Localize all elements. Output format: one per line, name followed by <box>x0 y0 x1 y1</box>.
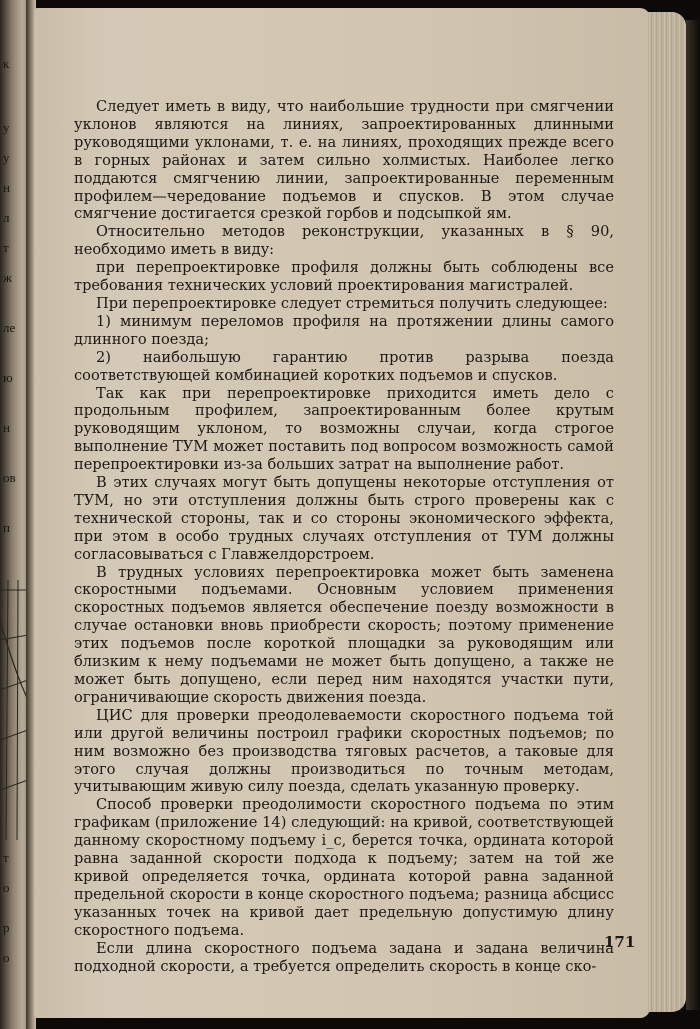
paragraph: При перепроектировке следует стремиться получить следующее: <box>96 294 608 312</box>
adjacent-page-text: н <box>3 420 10 435</box>
paragraph: Относительно методов реконструкции, указанных в § 90, необходимо иметь в виду: <box>74 223 614 259</box>
adjacent-page-text: л <box>3 210 10 225</box>
adjacent-page-text: т <box>3 240 9 255</box>
adjacent-page-text: ю <box>3 370 13 385</box>
paragraph: В трудных условиях перепроектировка может быть заменена скоростными подъемами. Основным условием применения скоростных подъемов является обеспечение поезду возможности в случае остановки вновь приобрести скорость; поэтому применение этих подъемов после короткой площадки за руководящим или близким к нему подъемами не может быть допущено, а также не может быть допущено, если перед ним находятся участки пути, ограничивающие скорость движения поезда. <box>74 563 614 706</box>
adjacent-page-text: н <box>3 180 10 195</box>
adjacent-page-graph-fragment <box>0 580 28 840</box>
adjacent-page-text: ж <box>3 270 12 285</box>
paragraph: Способ проверки преодолимости скоростного подъема по этим графикам (приложение 14) следующий: на кривой, соответствующей данному скоростному подъему i_c, берется точка, ордината которой равна заданной скорости подхода к подъему; затем на той же кривой определяется точка, ордината которой равна заданной предельной скорости в конце скоростного подъема; разница абсцисс указанных точек на кривой дает предельную допустимую длину скоростного подъема. <box>74 796 614 939</box>
page-number: 171 <box>604 933 636 951</box>
book-page <box>34 8 650 1018</box>
paragraph: Так как при перепроектировке приходится иметь дело с продольным профилем, запроектированным более крутым руководящим уклоном, то возможны случаи, когда строгое выполнение ТУМ может поставить под вопросом возможность самой перепроектировки из-за больших затрат на выполнение работ. <box>74 384 614 474</box>
paragraph: ЦИС для проверки преодолеваемости скоростного подъема той или другой величины построил графики скоростных подъемов; по ним возможно без производства тяговых расчетов, а таковые для этого случая должны производиться по точным методам, учитывающим живую силу поезда, сделать указанную проверку. <box>74 706 614 796</box>
paragraph: при перепроектировке профиля должны быть соблюдены все требования технических условий проектирования магистралей. <box>74 259 614 295</box>
page-body <box>74 98 614 975</box>
paragraph: Следует иметь в виду, что наибольшие трудности при смягчении уклонов являются на линиях, запроектированных длинными руководящими уклонами, т. е. на линиях, проходящих прежде всего в горных районах и затем сильно холмистых. Наиболее легко поддаются смягчению линии, запроектированные переменным профилем—чередование подъемов и спусков. В этом случае смягчение достигается срезкой горбов и подсыпкой ям. <box>74 98 614 223</box>
paragraph: В этих случаях могут быть допущены некоторые отступления от ТУМ, но эти отступления должны быть строго проверены как с технической стороны, так и со стороны экономического эффекта, при этом в особо трудных случаях отступления от ТУМ должны согласовываться с Главжелдорстроем. <box>74 474 614 563</box>
adjacent-page-text: п <box>3 520 10 535</box>
adjacent-page-text: у <box>3 120 10 135</box>
adjacent-page-text: ле <box>3 320 16 335</box>
adjacent-page-text: т <box>3 850 9 865</box>
list-item: 1) минимум переломов профиля на протяжении длины самого длинного поезда; <box>74 312 614 348</box>
page-block-edges <box>648 12 686 1012</box>
page-shadow <box>686 20 700 1010</box>
adjacent-page-text: к <box>3 56 10 71</box>
adjacent-page-text: о <box>3 950 10 965</box>
list-item: 2) наибольшую гарантию против разрыва поезда соответствующей комбинацией коротких подъемов и спусков. <box>74 348 614 384</box>
adjacent-page-text: у <box>3 150 10 165</box>
adjacent-page-text: о <box>3 880 10 895</box>
adjacent-page-text: р <box>3 920 10 935</box>
adjacent-page-edge <box>0 0 28 1029</box>
adjacent-page-text: ов <box>3 470 16 485</box>
paragraph: Если длина скоростного подъема задана и задана величина подходной скорости, а требуется определить скорость в конце ско- <box>74 939 614 975</box>
